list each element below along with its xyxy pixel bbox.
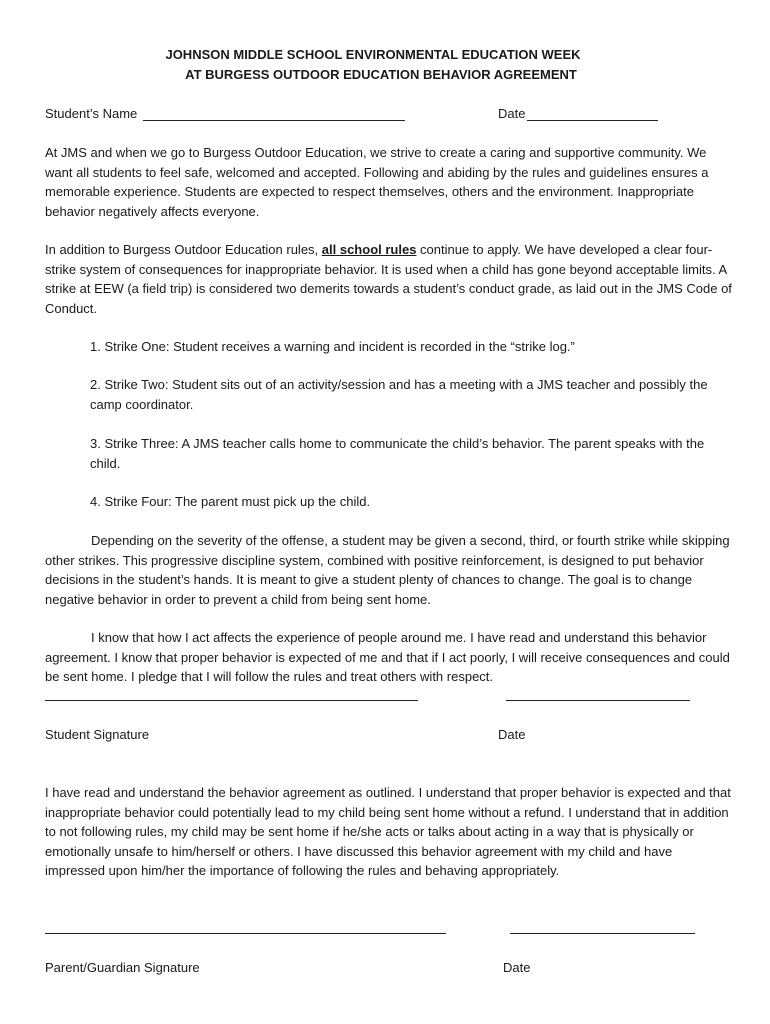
parent-signature-label: Parent/Guardian Signature	[45, 960, 200, 975]
date-label: Date	[498, 106, 526, 121]
parent-signature-line[interactable]	[45, 933, 446, 934]
parent-statement-paragraph: I have read and understand the behavior agreement as outlined. I understand that proper behavior is expected and that inappropriate behavior could potentially lead to my child being sent home without a refund. I understand that in addition to not following rules, my child may be sent home if he/she acts or talks about acting in a way that is physically or emotionally unsafe to him/herself or others. I have discussed this behavior agreement with my child and have impressed upon him/her the importance of following the rules and behaving appropriately.	[45, 785, 731, 878]
all-school-rules-emphasis: all school rules	[321, 242, 417, 257]
student-name-field[interactable]	[143, 120, 405, 121]
student-signature-date-label: Date	[498, 727, 526, 742]
student-signature-line[interactable]	[45, 700, 418, 701]
intro-paragraph: At JMS and when we go to Burgess Outdoor Education, we strive to create a caring and supportive community. We want all students to feel safe, welcomed and accepted. Following and abiding by the rules and guidelines ensures a memorable experience. Students are expected to respect themselves, others and the environment. Inappropriate behavior negatively affects everyone.	[45, 145, 709, 219]
student-signature-label: Student Signature	[45, 727, 150, 742]
strike-item: 4. Strike Four: The parent must pick up the child.	[90, 494, 371, 509]
rules-paragraph-suffix: continue to apply. We have developed a clear four-strike system of consequences for inappropriate behavior. It is used when a child has gone beyond acceptable limits. A strike at EEW (a field trip) is considered two demerits towards a student’s conduct grade, as laid out in the JMS Code of Conduct.	[45, 242, 732, 316]
strike-item: 3. Strike Three: A JMS teacher calls home to communicate the child’s behavior. The parent speaks with the child.	[90, 436, 705, 471]
rules-paragraph	[45, 240, 735, 318]
strike-item: 1. Strike One: Student receives a warning and incident is recorded in the “strike log.”	[90, 339, 575, 354]
strike-item: 2. Strike Two: Student sits out of an activity/session and has a meeting with a JMS teacher and possibly the camp coordinator.	[90, 377, 708, 412]
document-title-line-2: AT BURGESS OUTDOOR EDUCATION BEHAVIOR AGREEMENT	[185, 67, 577, 82]
parent-signature-date-label: Date	[503, 960, 531, 975]
student-signature-date-line[interactable]	[506, 700, 690, 701]
student-pledge-paragraph: I know that how I act affects the experience of people around me. I have read and understand this behavior agreement. I know that proper behavior is expected of me and that if I act poorly, I will receive consequences and could be sent home. I pledge that I will follow the rules and treat others with respect.	[45, 630, 730, 684]
student-name-label: Student’s Name	[45, 106, 138, 121]
severity-paragraph: Depending on the severity of the offense, a student may be given a second, third, or fourth strike while skipping other strikes. This progressive discipline system, combined with positive reinforcement, is designed to put behavior decisions in the student’s hands. It is meant to give a student plenty of chances to change. The goal is to change negative behavior in order to prevent a child from being sent home.	[45, 533, 730, 607]
document-title-line-1: JOHNSON MIDDLE SCHOOL ENVIRONMENTAL EDUCATION WEEK	[165, 47, 581, 62]
date-field[interactable]	[527, 120, 658, 121]
rules-paragraph-prefix: In addition to Burgess Outdoor Education rules,	[45, 242, 322, 257]
parent-signature-date-line[interactable]	[510, 933, 695, 934]
